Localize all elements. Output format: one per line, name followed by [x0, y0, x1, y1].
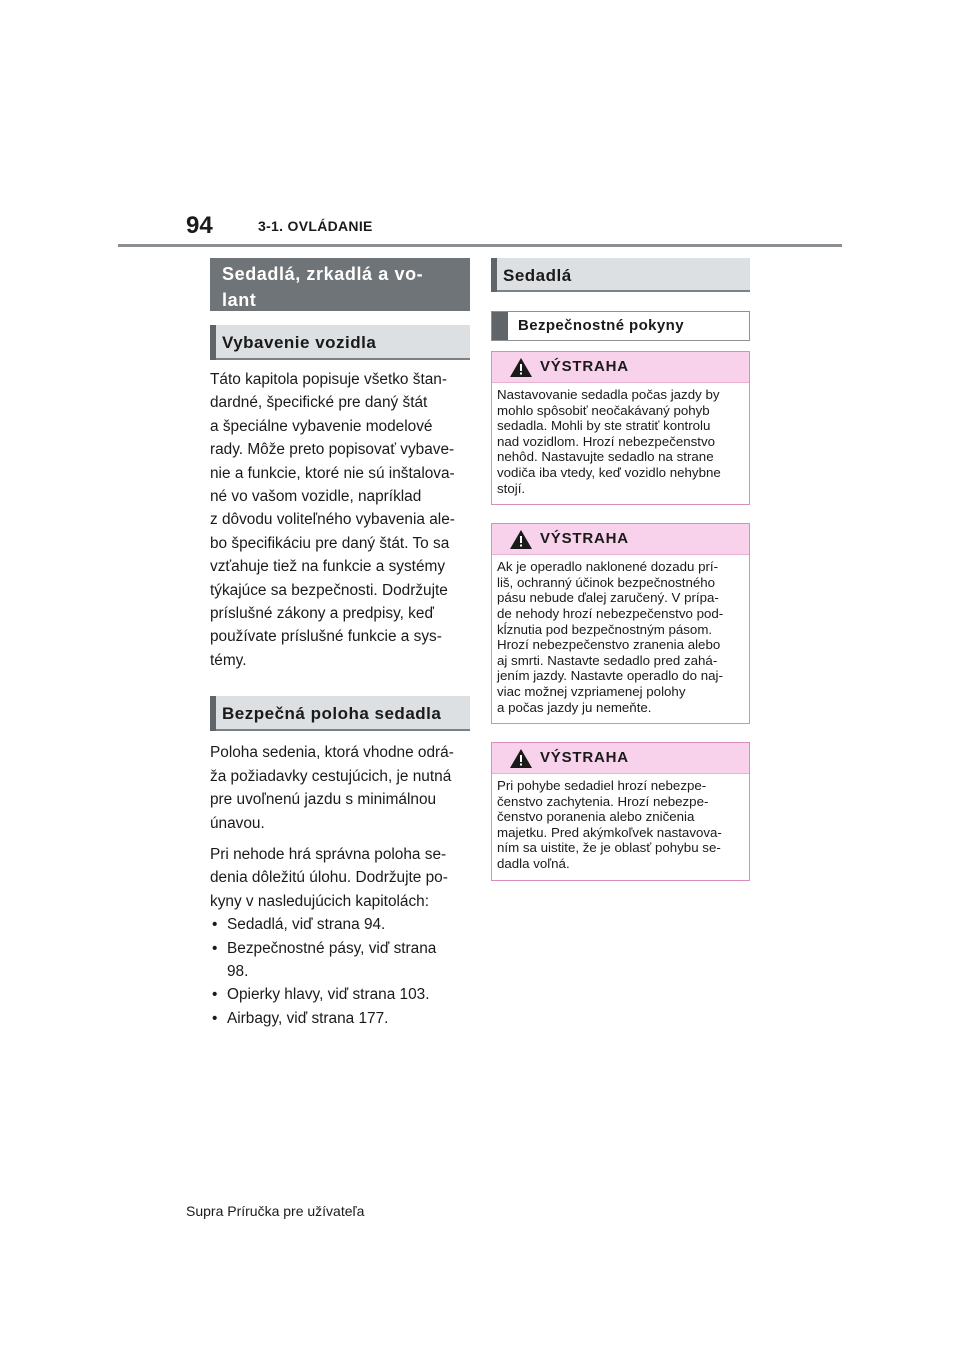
warning-box [491, 351, 750, 505]
text-line: Nastavovanie sedadla počas jazdy by [497, 387, 720, 402]
text-line: bo špecifikáciu pre daný štát. To sa [210, 534, 450, 552]
chapter-title: 3-1. OVLÁDANIE [258, 218, 373, 234]
list-item [210, 983, 470, 1006]
banner-line: lant [222, 290, 257, 310]
text-line: dadla voľná. [497, 856, 570, 872]
text-line: používate príslušné funkcie a sys- [210, 628, 442, 646]
text-line: Poloha sedenia, ktorá vhodne odrá- [210, 744, 454, 762]
warning-triangle-icon [510, 749, 532, 768]
text-line: Hrozí nebezpečenstvo zranenia alebo [497, 637, 721, 653]
section-heading-seats [491, 258, 750, 292]
text-line: liš, ochranný účinok bezpečnostného [497, 574, 716, 590]
text-line: nehôd. Nastavujte sedadlo na strane [497, 449, 714, 465]
left-column [210, 258, 470, 1030]
section-heading-text: Bezpečná poloha sedadla [222, 704, 442, 724]
text-line: mohlo spôsobiť neočakávaný pohyb [497, 402, 710, 418]
chapter-banner [210, 258, 470, 311]
text-line: čenstvo poranenia alebo zničenia [497, 809, 695, 825]
text-line: čenstvo zachytenia. Hrozí nebezpe- [497, 793, 709, 809]
section-heading-text: Sedadlá [503, 266, 572, 285]
subsection-heading-text: Bezpečnostné pokyny [518, 317, 684, 334]
warning-header [492, 352, 749, 383]
text-line: pásu nebude ďalej zaručený. V prípa- [497, 590, 719, 606]
warning-text [492, 555, 749, 723]
text-line: sedadla. Mohli by ste stratiť kontrolu [497, 418, 711, 434]
text-line: stojí. [497, 480, 526, 496]
text-line: Ak je operadlo naklonené dozadu prí- [497, 559, 719, 575]
equipment-paragraph [210, 368, 470, 672]
warning-triangle-icon [510, 530, 532, 549]
list-item [210, 937, 470, 984]
section-heading-seat-position [210, 696, 470, 731]
text-line: nie a funkcie, ktoré nie sú inštalova- [210, 464, 455, 482]
text-line: • Sedadlá, viď strana 94. [227, 916, 386, 934]
text-line: dardné, špecifické pre daný štát [210, 394, 428, 412]
text-line: z dôvodu voliteľného vybavenia ale- [210, 511, 455, 529]
text-line: aj smrti. Nastavte sedadlo pred zahá- [497, 652, 718, 668]
warning-box [491, 523, 750, 724]
text-line: ža požiadavky cestujúcich, je nutná [210, 767, 452, 785]
warning-title: VÝSTRAHA [540, 530, 629, 548]
warning-triangle-icon [510, 358, 532, 377]
chapter-reference-list [210, 913, 470, 1030]
text-line: vodiča iba vtedy, keď vozidlo nehybne [497, 464, 721, 480]
text-line: témy. [210, 651, 247, 669]
text-line: nad vozidlom. Hrozí nebezpečenstvo [497, 433, 716, 449]
section-heading-text: Vybavenie vozidla [222, 333, 377, 352]
header-rule [118, 244, 842, 247]
text-line: kyny v nasledujúcich kapitolách: [210, 892, 430, 910]
warning-header [492, 743, 749, 774]
warning-text [492, 774, 749, 880]
text-line: rady. Môže preto popisovať vybave- [210, 441, 455, 459]
text-line: • Bezpečnostné pásy, viď strana [227, 939, 437, 957]
right-column [491, 258, 750, 881]
seat-position-paragraph [210, 741, 470, 835]
warning-title: VÝSTRAHA [540, 358, 629, 375]
page-number: 94 [186, 212, 213, 239]
text-line: Táto kapitola popisuje všetko štan- [210, 371, 447, 388]
text-line: týkajúce sa bezpečnosti. Dodržujte [210, 581, 448, 599]
section-heading-equipment [210, 325, 470, 360]
text-line: jením jazdy. Nastavte operadlo do naj- [497, 668, 723, 684]
list-item [210, 1007, 470, 1030]
text-line: pre uvoľnenú jazdu s minimálnou [210, 791, 437, 809]
text-line: a počas jazdy ju nemeňte. [497, 699, 652, 715]
text-line: né vo vašom vozidle, napríklad [210, 488, 422, 506]
subsection-heading-safety [491, 311, 750, 341]
text-line: 98. [227, 962, 249, 980]
text-line: ním sa uistite, že je oblasť pohybu se- [497, 840, 721, 856]
banner-line: Sedadlá, zrkadlá a vo- [222, 264, 424, 284]
accident-paragraph [210, 843, 470, 913]
list-item [210, 913, 470, 936]
text-line: • Airbagy, viď strana 177. [227, 1009, 389, 1027]
text-line: viac možnej vzpriamenej polohy [497, 683, 686, 699]
text-line: denia dôležitú úlohu. Dodržujte po- [210, 869, 448, 887]
warning-title: VÝSTRAHA [540, 749, 629, 767]
footer-manual-title: Supra Príručka pre užívateľa [186, 1203, 365, 1219]
text-line: majetku. Pred akýmkoľvek nastavova- [497, 824, 722, 840]
text-line: príslušné zákony a predpisy, keď [210, 605, 434, 623]
text-line: Pri pohybe sedadiel hrozí nebezpe- [497, 778, 707, 794]
text-line: únavou. [210, 814, 265, 832]
warning-box [491, 742, 750, 881]
text-line: a špeciálne vybavenie modelové [210, 417, 433, 435]
text-line: de nehody hrozí nebezpečenstvo pod- [497, 605, 724, 621]
warning-text [492, 383, 749, 504]
warning-header [492, 524, 749, 555]
text-line: vzťahuje tiež na funkcie a systémy [210, 558, 446, 576]
text-line: • Opierky hlavy, viď strana 103. [227, 986, 430, 1004]
text-line: kĺznutia pod bezpečnostným pásom. [497, 621, 713, 637]
text-line: Pri nehode hrá správna poloha se- [210, 845, 447, 863]
